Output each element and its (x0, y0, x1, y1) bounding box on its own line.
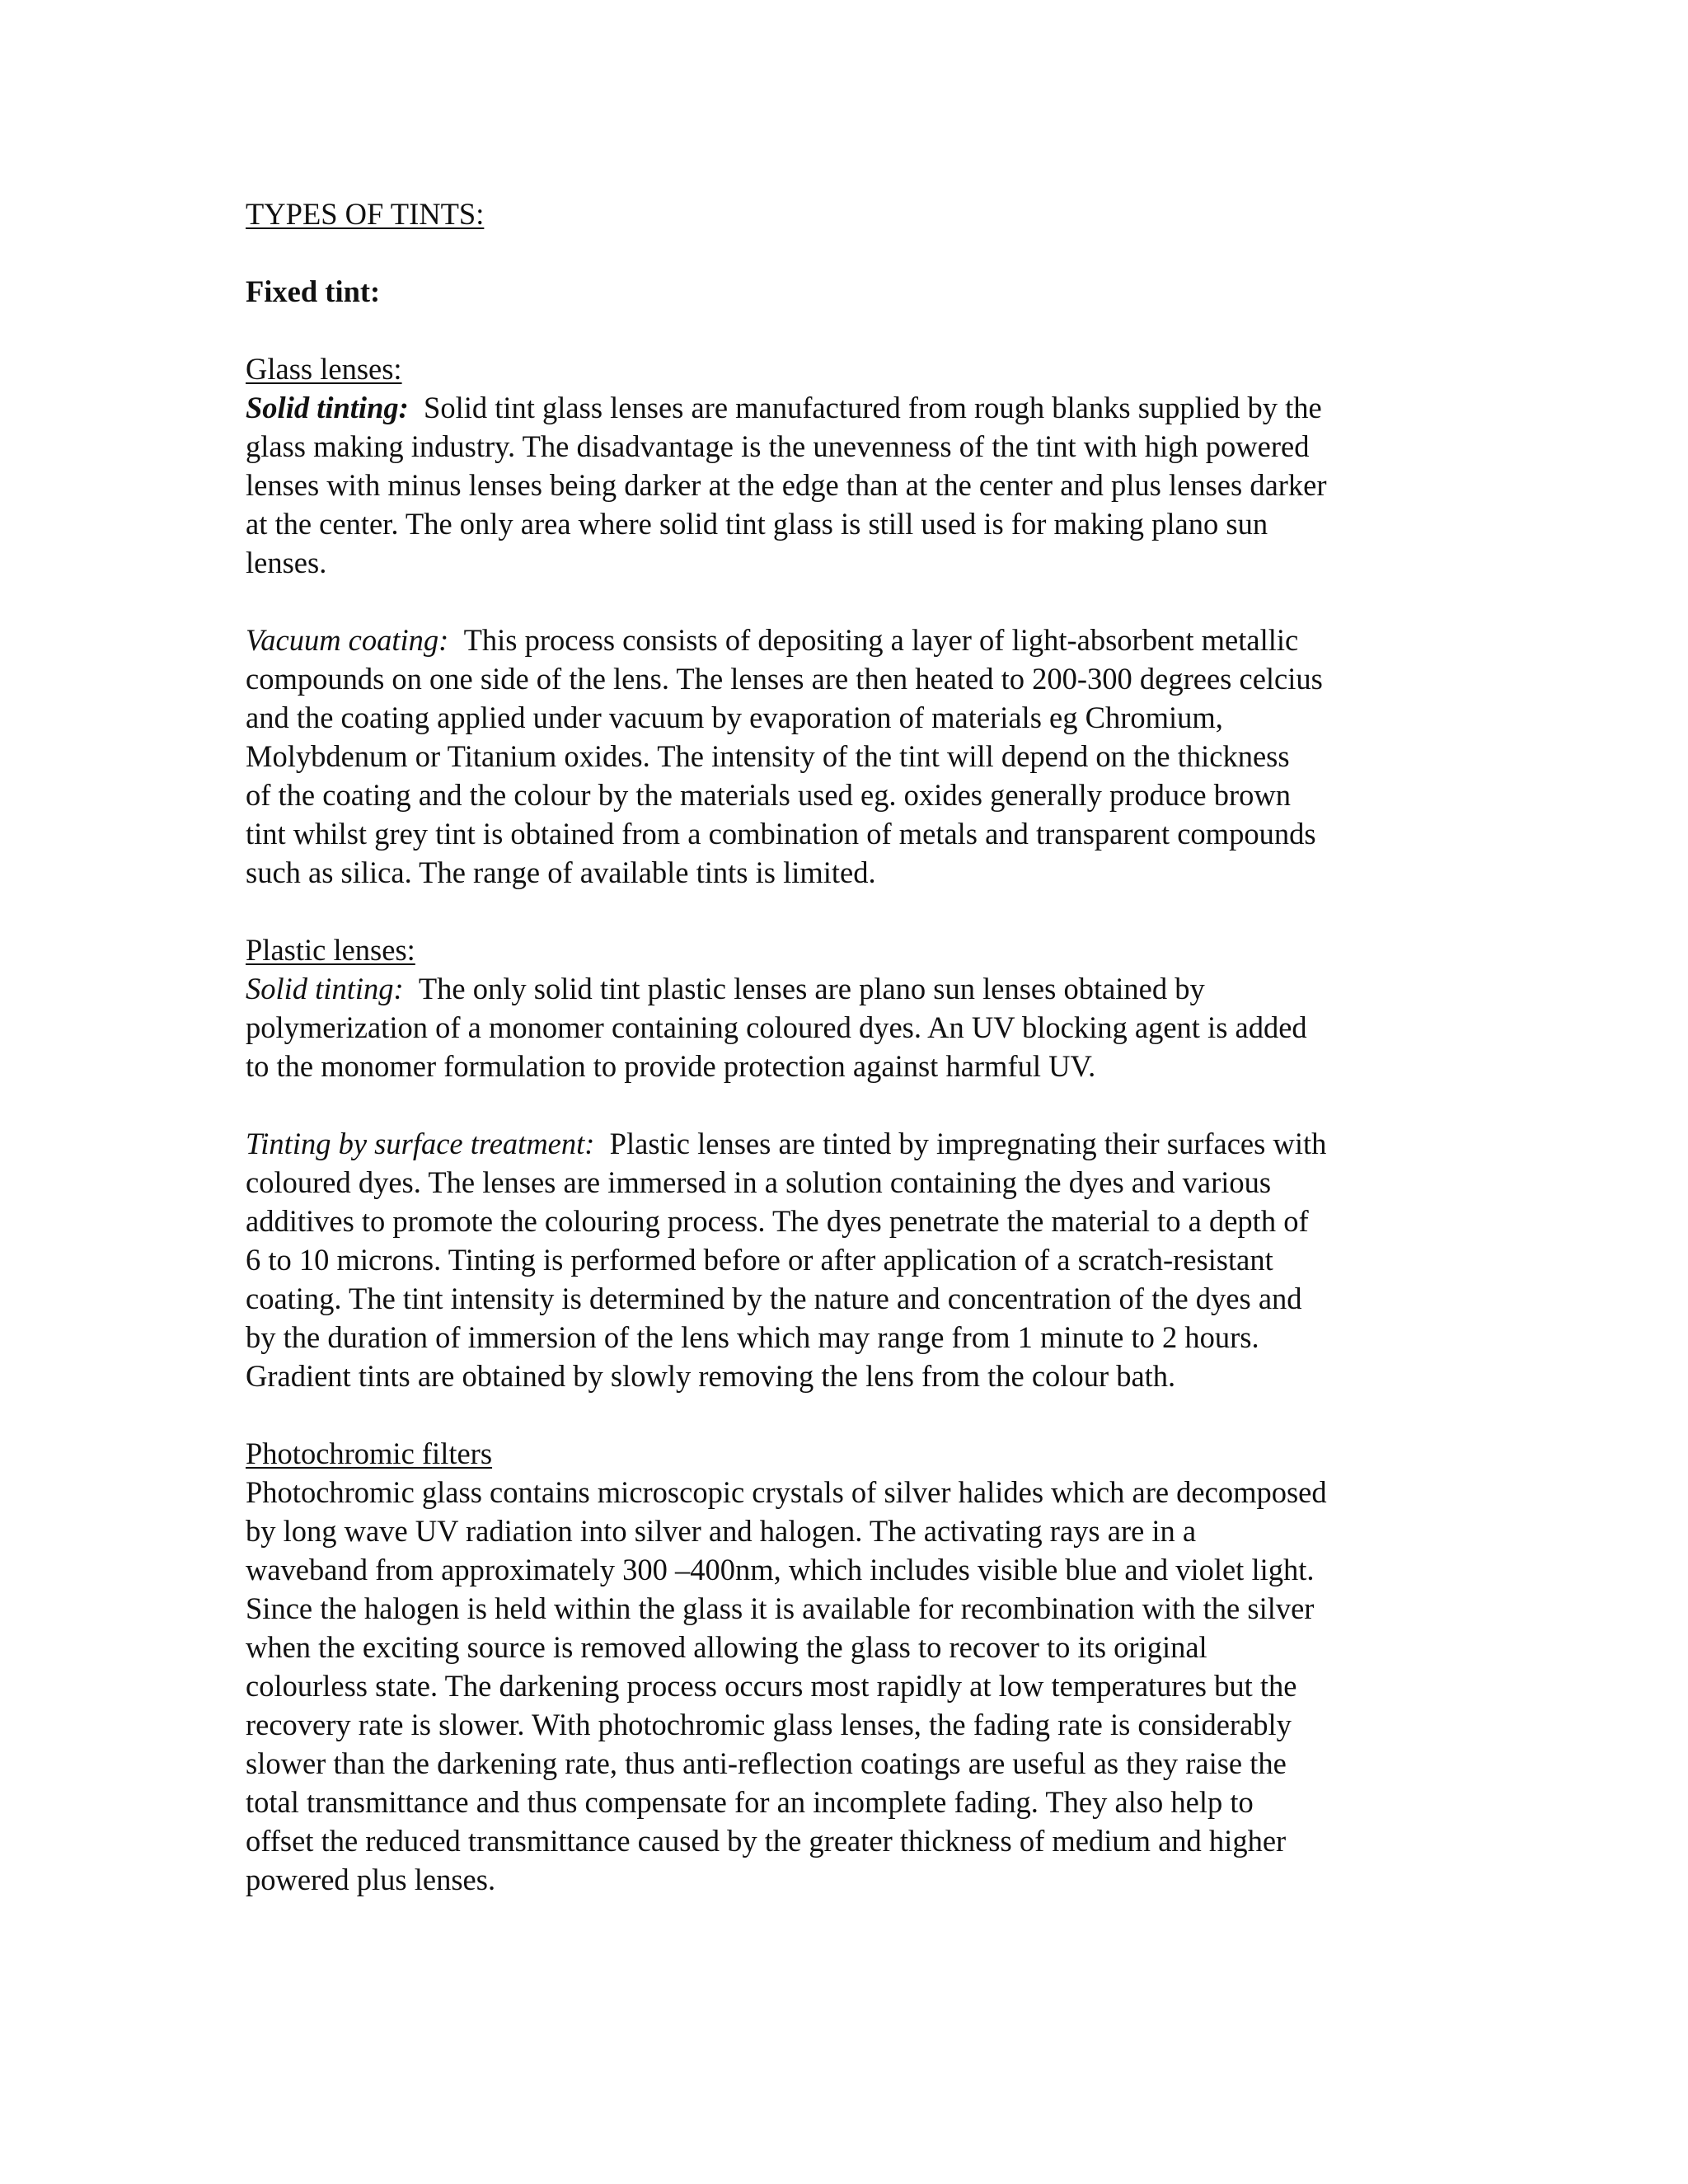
photochromic-paragraph (246, 1473, 1441, 1899)
paragraph-line: tint whilst grey tint is obtained from a combination of metals and transparent compounds (246, 817, 1316, 851)
paragraph-line: polymerization of a monomer containing coloured dyes. An UV blocking agent is added (246, 1010, 1307, 1044)
paragraph-line: coloured dyes. The lenses are immersed in a solution containing the dyes and various (246, 1165, 1272, 1199)
paragraph-line: powered plus lenses. (246, 1863, 496, 1896)
paragraph-line: coating. The tint intensity is determined by the nature and concentration of the dyes and (246, 1282, 1302, 1315)
paragraph-line: additives to promote the colouring process. The dyes penetrate the material to a depth of (246, 1204, 1309, 1238)
glass-solid-tinting-paragraph (246, 388, 1441, 582)
paragraph-line: offset the reduced transmittance caused by the greater thickness of medium and higher (246, 1824, 1287, 1858)
paragraph-line: lenses with minus lenses being darker at the edge than at the center and plus lenses darker (246, 468, 1327, 502)
surface-treatment-paragraph (246, 1124, 1441, 1395)
paragraph-line: 6 to 10 microns. Tinting is performed before or after application of a scratch-resistant (246, 1243, 1273, 1277)
paragraph-line: Solid tint glass lenses are manufactured from rough blanks supplied by the (424, 391, 1322, 424)
plastic-lenses-heading: Plastic lenses: (246, 933, 415, 967)
paragraph-line: compounds on one side of the lens. The lenses are then heated to 200-300 degrees celcius (246, 662, 1323, 696)
glass-solid-tinting-label: Solid tinting: (246, 391, 409, 424)
page-title: TYPES OF TINTS: (246, 197, 485, 231)
glass-lenses-heading: Glass lenses: (246, 352, 402, 386)
paragraph-line: The only solid tint plastic lenses are plano sun lenses obtained by (418, 972, 1205, 1005)
paragraph-line: Photochromic glass contains microscopic crystals of silver halides which are decomposed (246, 1475, 1327, 1509)
vacuum-coating-label: Vacuum coating: (246, 623, 449, 657)
paragraph-line: total transmittance and thus compensate for an incomplete fading. They also help to (246, 1785, 1254, 1819)
surface-treatment-label: Tinting by surface treatment: (246, 1127, 595, 1160)
paragraph-line: such as silica. The range of available tints is limited. (246, 855, 876, 889)
paragraph-line: when the exciting source is removed allowing the glass to recover to its original (246, 1630, 1207, 1664)
paragraph-line: of the coating and the colour by the materials used eg. oxides generally produce brown (246, 778, 1291, 812)
plastic-solid-tinting-paragraph (246, 969, 1441, 1085)
paragraph-line: Molybdenum or Titanium oxides. The intensity of the tint will depend on the thickness (246, 739, 1290, 773)
photochromic-heading: Photochromic filters (246, 1436, 493, 1470)
paragraph-line: slower than the darkening rate, thus anti-reflection coatings are useful as they raise the (246, 1746, 1287, 1780)
paragraph-line: and the coating applied under vacuum by evaporation of materials eg Chromium, (246, 701, 1223, 734)
paragraph-line: to the monomer formulation to provide protection against harmful UV. (246, 1049, 1096, 1083)
paragraph-line: glass making industry. The disadvantage is the unevenness of the tint with high powered (246, 429, 1310, 463)
paragraph-line: colourless state. The darkening process occurs most rapidly at low temperatures but the (246, 1669, 1297, 1703)
plastic-solid-tinting-label: Solid tinting: (246, 972, 404, 1005)
paragraph-line: Gradient tints are obtained by slowly removing the lens from the colour bath. (246, 1359, 1176, 1393)
paragraph-line: waveband from approximately 300 –400nm, which includes visible blue and violet light. (246, 1553, 1315, 1586)
paragraph-line: This process consists of depositing a layer of light-absorbent metallic (463, 623, 1299, 657)
paragraph-line: Since the halogen is held within the glass it is available for recombination with the silver (246, 1591, 1315, 1625)
paragraph-line: lenses. (246, 546, 327, 579)
paragraph-line: Plastic lenses are tinted by impregnating their surfaces with (609, 1127, 1327, 1160)
paragraph-line: by the duration of immersion of the lens which may range from 1 minute to 2 hours. (246, 1320, 1259, 1354)
fixed-tint-heading: Fixed tint: (246, 274, 381, 308)
document-page (246, 194, 1441, 1899)
vacuum-coating-paragraph (246, 621, 1441, 892)
paragraph-line: by long wave UV radiation into silver and halogen. The activating rays are in a (246, 1514, 1197, 1548)
paragraph-line: recovery rate is slower. With photochromic glass lenses, the fading rate is considerably (246, 1708, 1292, 1741)
paragraph-line: at the center. The only area where solid tint glass is still used is for making plano sun (246, 507, 1268, 541)
